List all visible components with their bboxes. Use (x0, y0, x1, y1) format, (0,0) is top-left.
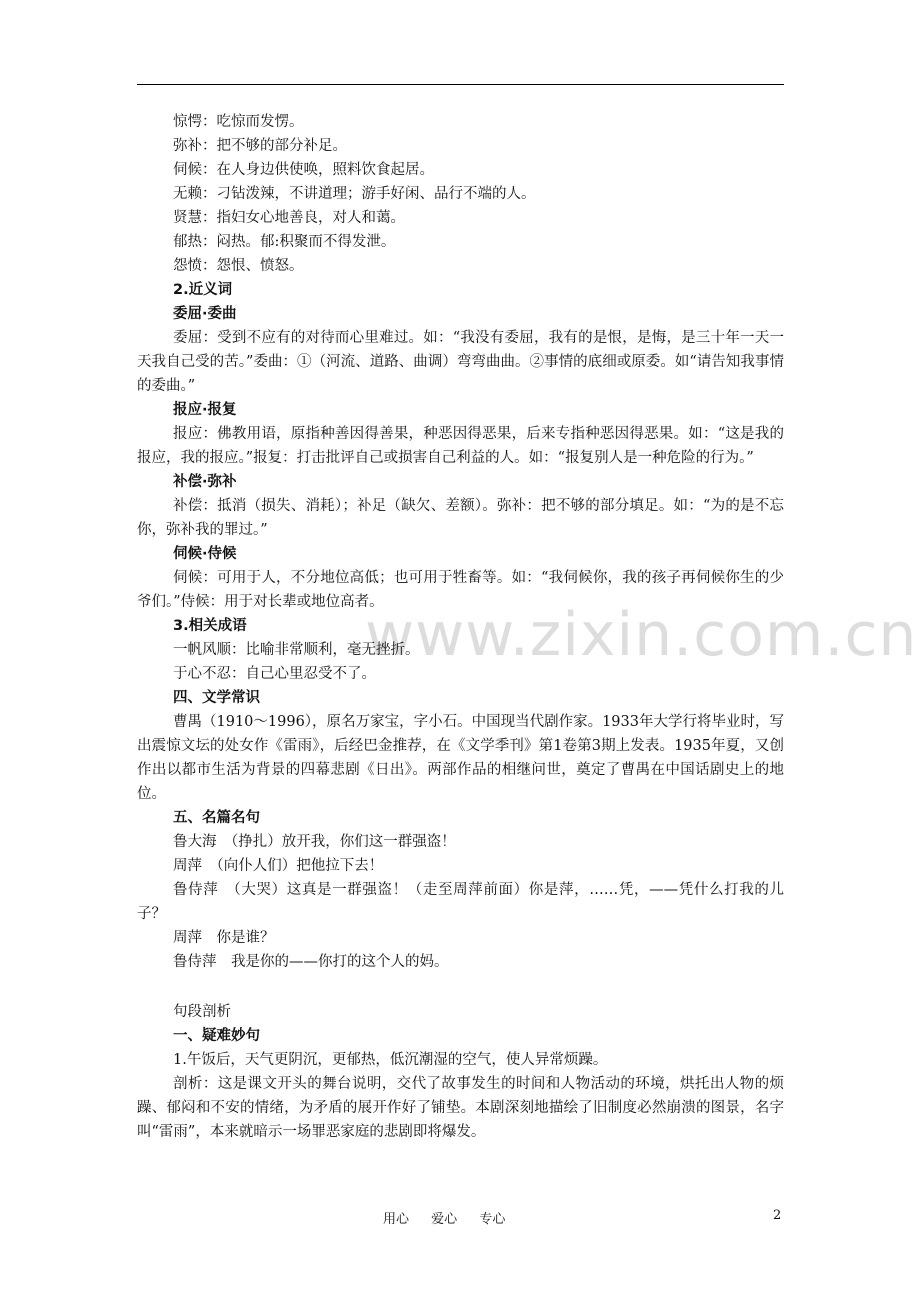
heading: 补偿·弥补 (173, 474, 237, 490)
paragraph: 惊愕：吃惊而发愣。 (173, 114, 304, 130)
paragraph: 于心不忍：自己心里忍受不了。 (173, 666, 376, 682)
paragraph: 委屈：受到不应有的对待而心里难过。如：“我没有委屈，我有的是恨，是悔，是三十年一天一天我自己受的苦。”委曲：①（河流、道路、曲调）弯弯曲曲。②事情的底细或原委。如“请告知我事情的委曲。” (137, 330, 784, 394)
heading: 四、文学常识 (173, 690, 260, 706)
paragraph: 伺候：可用于人，不分地位高低；也可用于牲畜等。如：“我伺候你，我的孩子再伺候你生的少爷们。”侍候：用于对长辈或地位高者。 (137, 570, 784, 610)
paragraph: 周萍 你是谁？ (173, 930, 275, 946)
watermark: www.zixin.com.cn (365, 600, 918, 670)
paragraph: 补偿：抵消（损失、消耗）；补足（缺欠、差额）。弥补：把不够的部分填足。如：“为的是不忘你，弥补我的罪过。” (137, 498, 784, 538)
heading: 3.相关成语 (173, 618, 247, 634)
heading: 委屈·委曲 (173, 306, 237, 322)
heading: 一、疑难妙句 (173, 1028, 260, 1044)
heading: 2.近义词 (173, 282, 233, 298)
paragraph: 周萍 （向仆人们）把他拉下去！ (173, 858, 384, 874)
footer-motto (383, 1208, 523, 1227)
paragraph: 一帆风顺：比喻非常顺利，毫无挫折。 (173, 642, 420, 658)
paragraph: 贤慧：指妇女心地善良，对人和蔼。 (173, 210, 405, 226)
heading: 报应·报复 (173, 402, 237, 418)
footer-word-1: 用心 (383, 1212, 410, 1227)
heading: 伺候·侍候 (173, 546, 237, 562)
header-rule (137, 84, 784, 85)
paragraph: 怨愤：怨恨、愤怒。 (173, 258, 304, 274)
paragraph: 伺候：在人身边供使唤，照料饮食起居。 (173, 162, 434, 178)
paragraph: 鲁大海 （挣扎）放开我，你们这一群强盗！ (173, 834, 456, 850)
paragraph: 剖析：这是课文开头的舞台说明，交代了故事发生的时间和人物活动的环境，烘托出人物的烦躁、郁闷和不安的情绪，为矛盾的展开作好了铺垫。本剧深刻地描绘了旧制度必然崩溃的图景，名字叫“雷雨”，本来就暗示一场罪恶家庭的悲剧即将爆发。 (137, 1076, 784, 1140)
footer-word-2: 爱心 (431, 1212, 458, 1227)
document-body (137, 110, 784, 1144)
paragraph: 郁热：闷热。郁:积聚而不得发泄。 (173, 234, 396, 250)
footer-word-3: 专心 (479, 1212, 506, 1227)
paragraph: 报应：佛教用语，原指种善因得善果，种恶因得恶果，后来专指种恶因得恶果。如：“这是我的报应，我的报应。”报复：打击批评自己或损害自己利益的人。如：“报复别人是一种危险的行为。” (137, 426, 784, 466)
paragraph: 1.午饭后，天气更阴沉，更郁热，低沉潮湿的空气，使人异常烦躁。 (173, 1052, 608, 1068)
page-number: 2 (773, 1208, 782, 1223)
paragraph: 曹禺（1910～1996），原名万家宝，字小石。中国现当代剧作家。1933年大学行将毕业时，写出震惊文坛的处女作《雷雨》，后经巴金推荐，在《文学季刊》第1卷第3期上发表。1935年夏，又创作出以都市生活为背景的四幕悲剧《日出》。两部作品的相继问世，奠定了曹禺在中国话剧史上的地位。 (137, 714, 784, 802)
paragraph: 弥补：把不够的部分补足。 (173, 138, 347, 154)
paragraph: 鲁侍萍 我是你的——你打的这个人的妈。 (173, 954, 449, 970)
paragraph: 鲁侍萍 （大哭）这真是一群强盗！（走至周萍前面）你是萍，……凭，——凭什么打我的儿子？ (137, 882, 784, 922)
paragraph: 句段剖析 (173, 1004, 231, 1020)
heading: 五、名篇名句 (173, 810, 260, 826)
paragraph: 无赖：刁钻泼辣，不讲道理；游手好闲、品行不端的人。 (173, 186, 536, 202)
spacer (137, 974, 784, 1000)
